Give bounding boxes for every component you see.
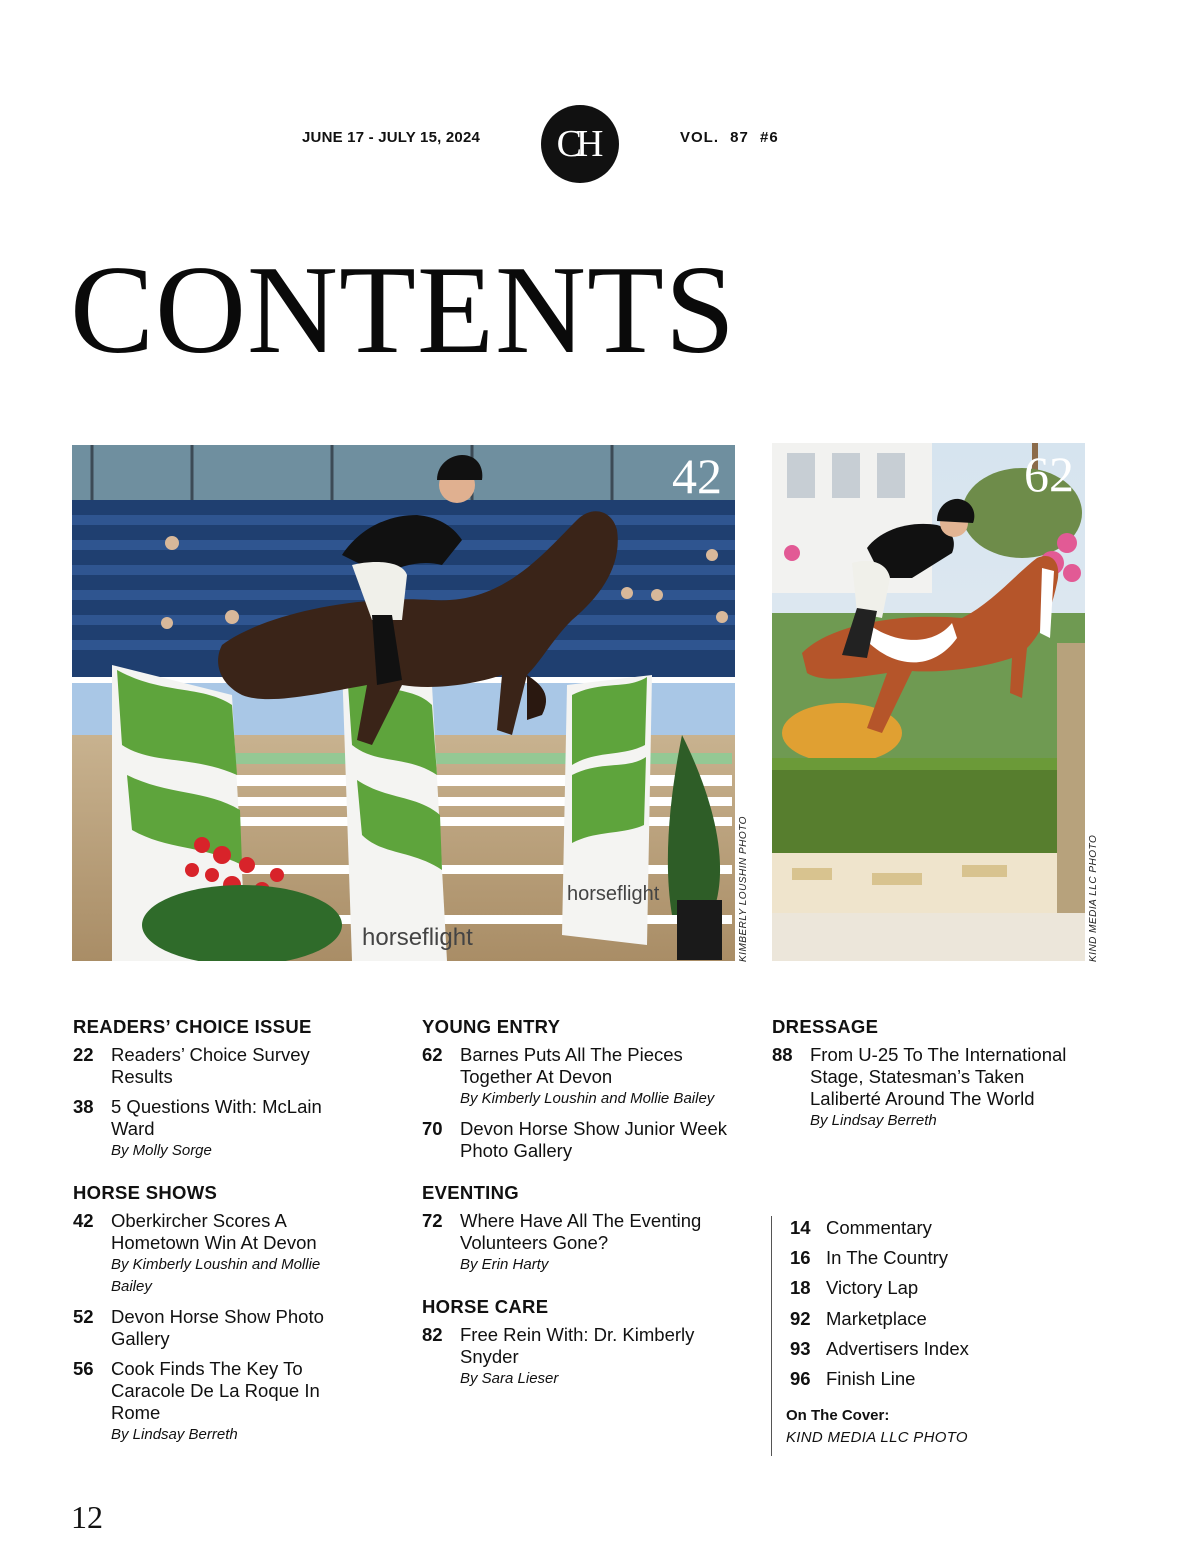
entry-byline: By Sara Lieser <box>460 1370 559 1387</box>
department-item[interactable] <box>786 1216 1116 1246</box>
entry-title: Where Have All The Eventing Volunteers Gone? <box>460 1210 702 1253</box>
jump-signage-text-2: horseflight <box>567 883 660 905</box>
toc-entry[interactable] <box>73 1096 363 1162</box>
photo-hunter-pony-illustration <box>772 443 1085 961</box>
toc-column-1 <box>73 1016 363 1454</box>
department-page: 93 <box>790 1337 811 1359</box>
department-title: Commentary <box>826 1217 932 1238</box>
toc-entry[interactable] <box>73 1210 363 1298</box>
department-item[interactable] <box>786 1276 1116 1306</box>
department-item[interactable] <box>786 1337 1116 1367</box>
entry-title: Devon Horse Show Junior Week Photo Gallery <box>460 1118 728 1161</box>
department-item[interactable] <box>786 1246 1116 1276</box>
jump-signage-text: horseflight <box>362 924 473 951</box>
page-title: CONTENTS <box>70 241 736 380</box>
department-title: In The Country <box>826 1247 949 1269</box>
entry-page: 52 <box>73 1306 94 1327</box>
entry-byline: By Kimberly Loushin and Mollie Bailey <box>460 1090 715 1107</box>
entry-page: 88 <box>772 1044 793 1065</box>
toc-entry[interactable] <box>422 1210 732 1276</box>
magazine-logo: CH <box>541 105 619 183</box>
entry-title: Free Rein With: Dr. Kimberly Snyder <box>460 1324 695 1367</box>
departments-list <box>771 1216 1116 1456</box>
department-title: Advertisers Index <box>826 1337 969 1359</box>
entry-title: From U-25 To The International Stage, Statesman’s Taken Laliberté Around The World <box>810 1044 1067 1109</box>
section-heading: DRESSAGE <box>772 1016 879 1037</box>
department-title: Marketplace <box>826 1307 927 1329</box>
department-page: 96 <box>790 1367 811 1389</box>
section-heading: EVENTING <box>422 1182 519 1203</box>
entry-page: 38 <box>73 1096 94 1117</box>
toc-entry[interactable] <box>772 1044 1082 1132</box>
toc-entry[interactable] <box>422 1324 732 1390</box>
entry-byline: By Lindsay Berreth <box>810 1112 937 1129</box>
department-page: 16 <box>790 1247 811 1269</box>
entry-title: 5 Questions With: McLain Ward <box>111 1096 322 1139</box>
toc-entry[interactable] <box>73 1358 363 1446</box>
section-heading: YOUNG ENTRY <box>422 1016 561 1037</box>
photo-credit-2: KIND MEDIA LLC PHOTO <box>1088 834 1099 962</box>
toc-column-2 <box>422 1016 732 1398</box>
issue-volume: VOL. 87 #6 <box>680 129 779 146</box>
entry-page: 22 <box>73 1044 94 1065</box>
cover-credit: KIND MEDIA LLC PHOTO <box>786 1429 968 1447</box>
entry-byline: By Erin Harty <box>460 1256 549 1273</box>
toc-entry[interactable] <box>422 1044 732 1110</box>
entry-byline: By Kimberly Loushin and Mollie Bailey <box>111 1256 321 1295</box>
photo-credit-1: KIMBERLY LOUSHIN PHOTO <box>738 816 749 962</box>
entry-page: 42 <box>73 1210 94 1231</box>
entry-byline: By Lindsay Berreth <box>111 1426 238 1443</box>
entry-page: 82 <box>422 1324 443 1345</box>
photo-show-jumping <box>72 445 735 961</box>
entry-title: Oberkircher Scores A Hometown Win At Devon <box>111 1210 317 1253</box>
entry-byline: By Molly Sorge <box>111 1142 212 1159</box>
department-page: 92 <box>790 1307 811 1329</box>
cover-label: On The Cover: <box>786 1407 890 1425</box>
photo-page-number-62: 62 <box>1024 446 1074 502</box>
department-page: 14 <box>790 1217 811 1238</box>
toc-column-3 <box>772 1016 1082 1140</box>
entry-title: Cook Finds The Key To Caracole De La Roque In Rome <box>111 1358 320 1423</box>
toc-entry[interactable] <box>73 1044 363 1088</box>
department-title: Victory Lap <box>826 1277 919 1299</box>
photo-page-number-42: 42 <box>672 448 722 504</box>
issue-date: JUNE 17 - JULY 15, 2024 <box>302 129 481 146</box>
entry-page: 56 <box>73 1358 94 1379</box>
photo-hunter-pony <box>772 443 1085 961</box>
section-heading: READERS’ CHOICE ISSUE <box>73 1016 312 1037</box>
entry-title: Readers’ Choice Survey Results <box>111 1044 310 1087</box>
toc-entry[interactable] <box>422 1118 732 1162</box>
department-page: 18 <box>790 1277 811 1299</box>
section-heading: HORSE SHOWS <box>73 1182 218 1203</box>
entry-title: Barnes Puts All The Pieces Together At Devon <box>460 1044 683 1087</box>
entry-page: 62 <box>422 1044 443 1065</box>
section-heading: HORSE CARE <box>422 1296 549 1317</box>
department-item[interactable] <box>786 1307 1116 1337</box>
entry-title: Devon Horse Show Photo Gallery <box>111 1306 324 1349</box>
toc-entry[interactable] <box>73 1306 363 1350</box>
department-title: Finish Line <box>826 1367 916 1389</box>
page-number: 12 <box>71 1499 103 1535</box>
department-item[interactable] <box>786 1367 1116 1397</box>
entry-page: 72 <box>422 1210 443 1231</box>
entry-page: 70 <box>422 1118 443 1139</box>
photo-show-jumping-illustration <box>72 445 735 961</box>
